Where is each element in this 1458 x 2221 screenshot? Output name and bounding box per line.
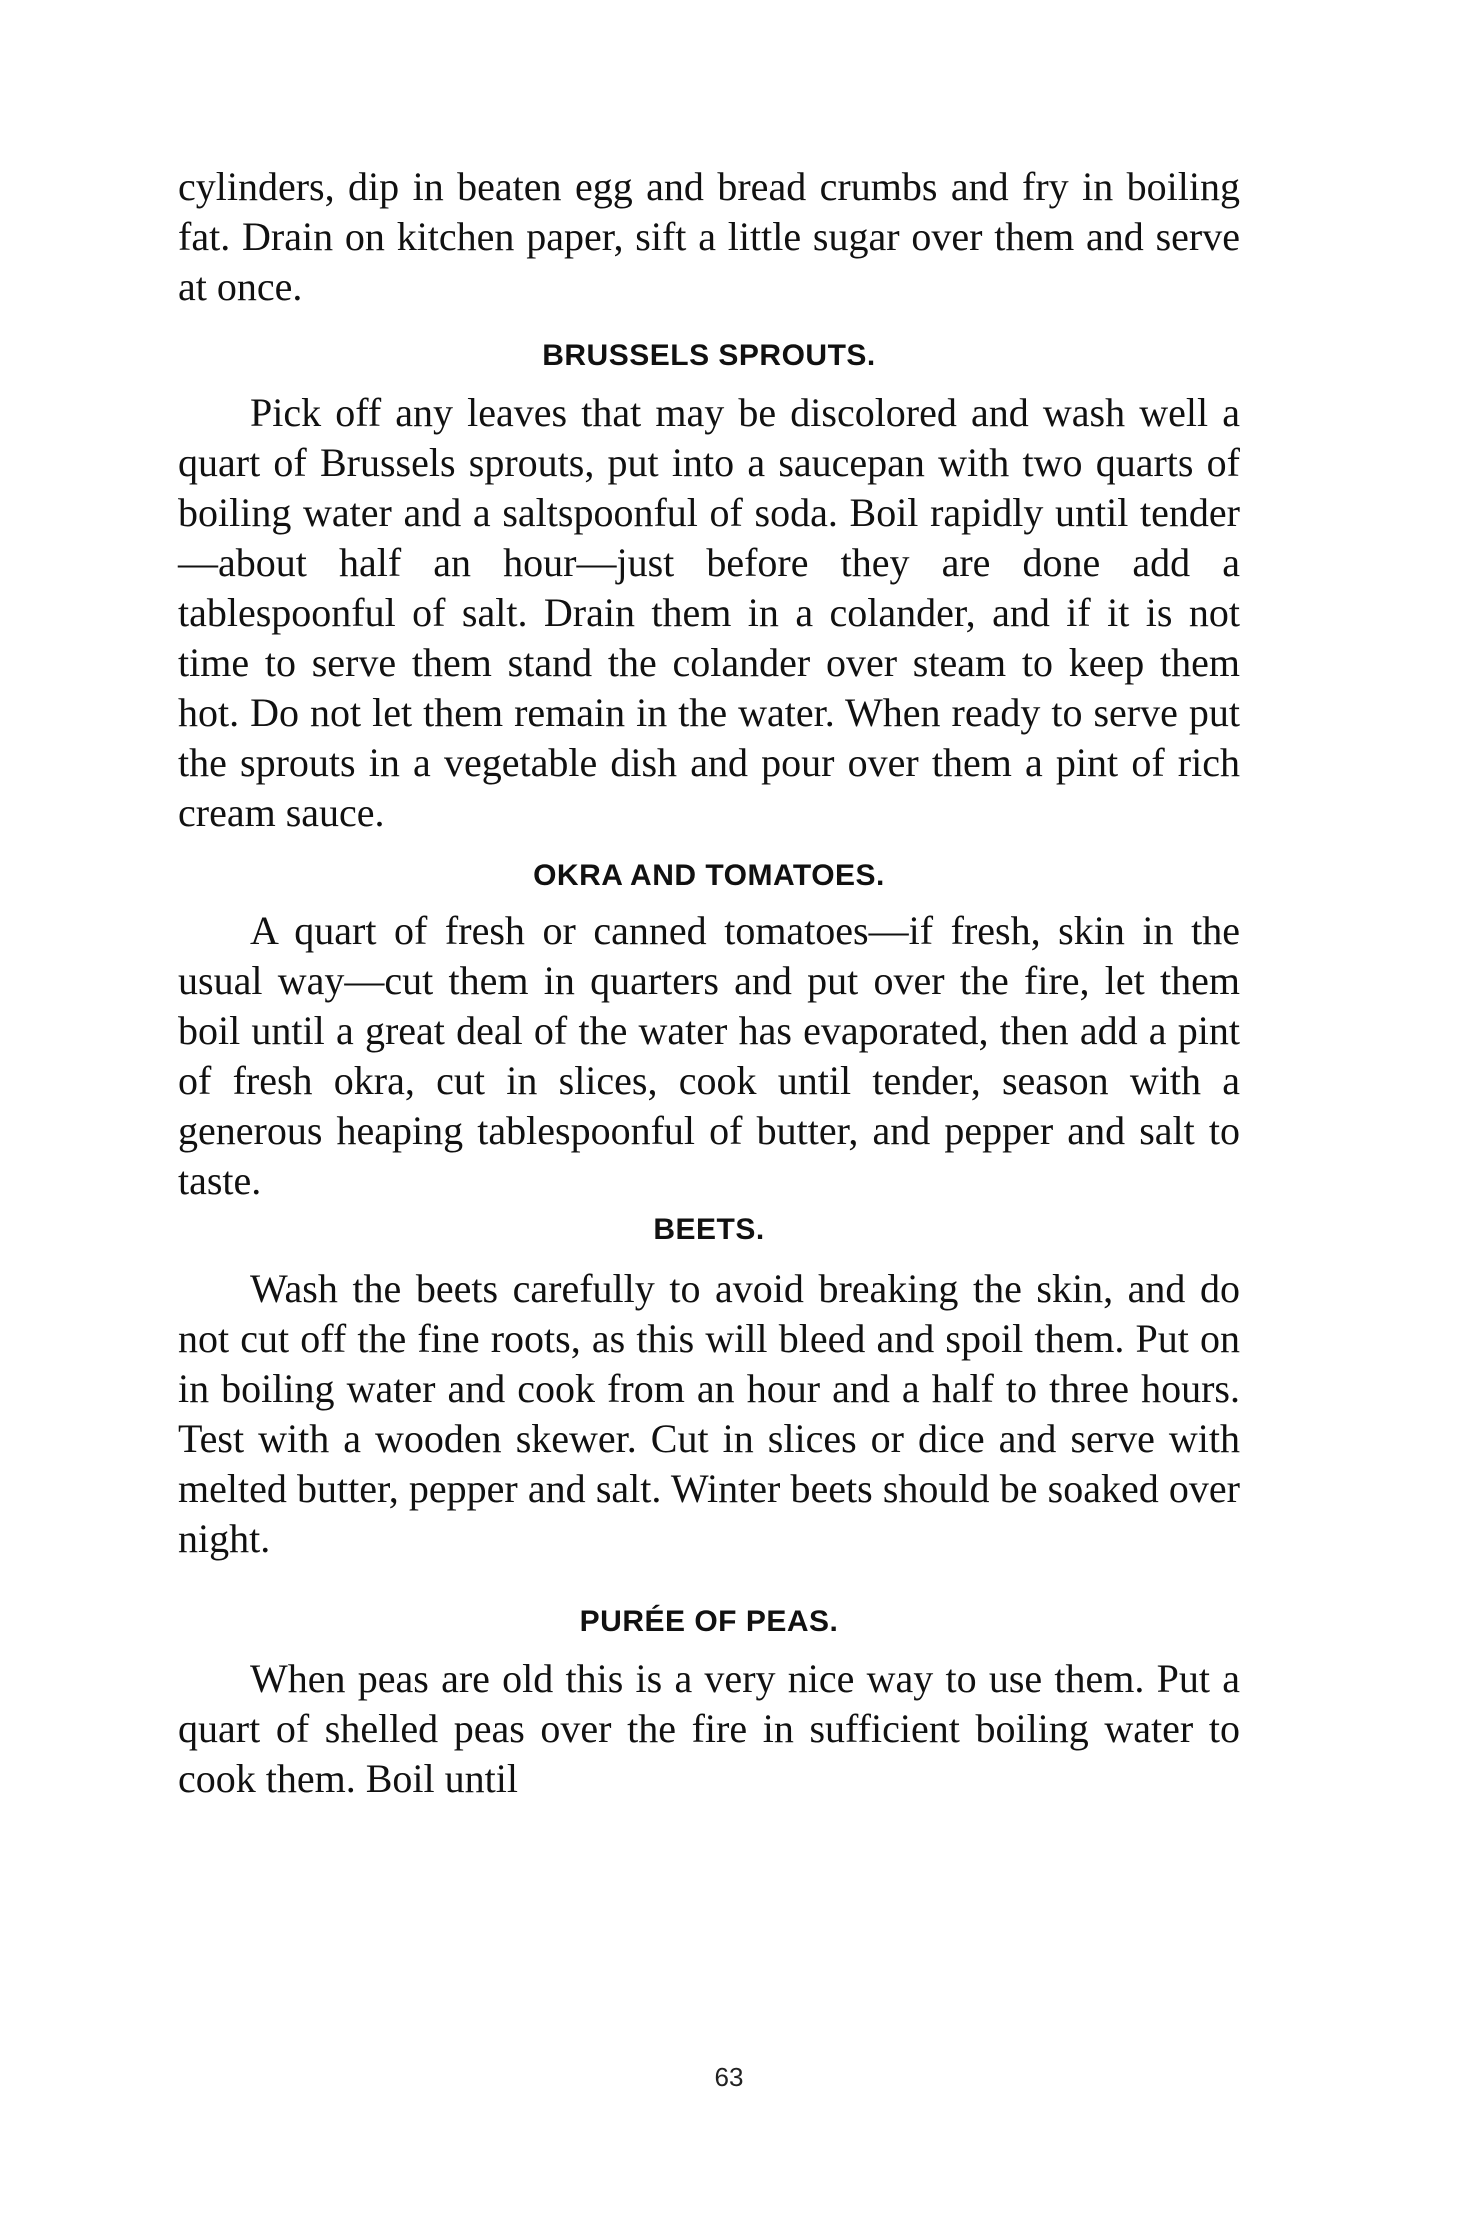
paragraph-beets: Wash the beets carefully to avoid breaking the skin, and do not cut off the fine roots, as this will bleed and spoil them. Put on in boiling water and cook from an hour and a half to three hours. Test with a wooden skewer. Cut in slices or dice and serve with melted butter, pepper and salt. Winter beets should be soaked over night. [178, 1266, 1240, 1561]
page-number: 63 [714, 2062, 744, 2092]
text-column [178, 162, 1240, 1804]
continuation-paragraph: cylinders, dip in beaten egg and bread crumbs and fry in boiling fat. Drain on kitchen paper, sift a little sugar over them and serve at once. [178, 164, 1240, 309]
heading-brussels-sprouts: BRUSSELS SPROUTS. [542, 339, 876, 372]
paragraph-puree-of-peas: When peas are old this is a very nice way to use them. Put a quart of shelled peas over the fire in sufficient boiling water to cook them. Boil until [178, 1656, 1240, 1801]
heading-beets: BEETS. [653, 1213, 765, 1246]
heading-puree-of-peas: PURÉE OF PEAS. [579, 1605, 839, 1638]
heading-okra-and-tomatoes: OKRA AND TOMATOES. [533, 859, 885, 892]
paragraph-brussels-sprouts: Pick off any leaves that may be discolored and wash well a quart of Brussels sprouts, put into a saucepan with two quarts of boiling water and a saltspoonful of soda. Boil rapidly until tender—about half an hour—just before they are done add a tablespoonful of salt. Drain them in a colander, and if it is not time to serve them stand the colander over steam to keep them hot. Do not let them remain in the water. When ready to serve put the sprouts in a vegetable dish and pour over them a pint of rich cream sauce. [178, 390, 1240, 835]
paragraph-okra-and-tomatoes: A quart of fresh or canned tomatoes—if fresh, skin in the usual way—cut them in quarters and put over the fire, let them boil until a great deal of the water has evaporated, then add a pint of fresh okra, cut in slices, cook until tender, season with a generous heaping tablespoonful of butter, and pepper and salt to taste. [178, 908, 1240, 1203]
